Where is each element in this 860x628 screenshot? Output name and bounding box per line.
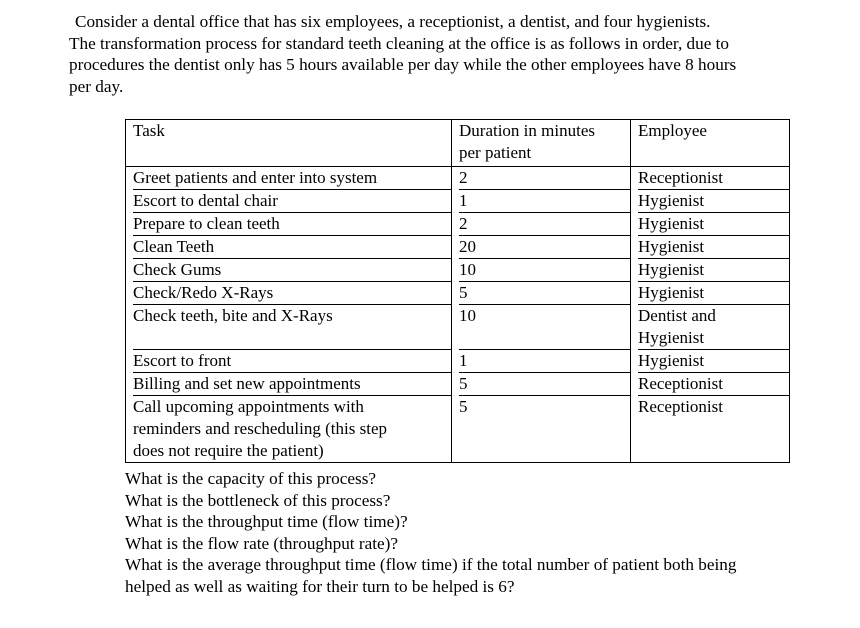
employee-cell: Hygienist (638, 213, 789, 236)
intro-line-1: Consider a dental office that has six employees, a receptionist, a dentist, and four hygienists. (75, 12, 711, 31)
question-item: What is the flow rate (throughput rate)? (125, 533, 398, 553)
duration-cell: 5 (459, 397, 468, 416)
intro-line-4: per day. (69, 76, 124, 96)
employee-cell: Hygienist (638, 236, 789, 259)
task-cell: Prepare to clean teeth (133, 213, 451, 236)
intro-line-2: The transformation process for standard teeth cleaning at the office is as follows in order, due to (69, 33, 730, 53)
header-task (126, 120, 452, 167)
question-item: What is the throughput time (flow time)? (125, 512, 408, 532)
duration-cell: 5 (459, 282, 630, 305)
task-cell: Escort to front (133, 350, 451, 373)
employee-cell: Receptionist (638, 373, 789, 396)
header-duration (452, 120, 631, 167)
duration-cell: 10 (459, 259, 630, 282)
duration-cell: 2 (459, 213, 630, 236)
duration-cell-spacer (459, 327, 630, 350)
header-employee-label: Employee (638, 121, 707, 140)
task-cell: Check teeth, bite and X-Rays (133, 306, 333, 325)
task-cell-cont: reminders and rescheduling (this step (133, 419, 387, 438)
duration-cell: 10 (459, 306, 476, 325)
question-item: What is the capacity of this process? (125, 469, 377, 488)
header-employee (631, 120, 790, 167)
table-body-row (126, 167, 790, 463)
task-cell: Check Gums (133, 259, 451, 282)
employee-cell: Hygienist (638, 350, 789, 373)
duration-cell: 20 (459, 236, 630, 259)
task-cell: Billing and set new appointments (133, 373, 451, 396)
question-item: What is the bottleneck of this process? (125, 490, 391, 510)
question-list (125, 468, 805, 598)
question-item: helped as well as waiting for their turn to be helped is 6? (125, 576, 515, 596)
employee-column (631, 167, 790, 463)
task-cell: Escort to dental chair (133, 190, 451, 213)
duration-cell: 1 (459, 350, 630, 373)
duration-cell: 1 (459, 190, 630, 213)
task-table (125, 119, 790, 463)
intro-line-3: procedures the dentist only has 5 hours available per day while the other employees have 8 hours (69, 55, 737, 75)
header-task-label: Task (133, 121, 165, 140)
duration-column (452, 167, 631, 463)
task-column (126, 167, 452, 463)
task-cell: Clean Teeth (133, 236, 451, 259)
task-cell: Greet patients and enter into system (133, 167, 451, 190)
task-cell: Check/Redo X-Rays (133, 282, 451, 305)
employee-cell: Receptionist (638, 397, 723, 416)
header-duration-line2: per patient (459, 143, 532, 162)
employee-cell-cont: Hygienist (638, 327, 789, 350)
duration-cell: 2 (459, 167, 630, 190)
task-cell: Call upcoming appointments with (133, 397, 364, 416)
task-cell-spacer (133, 327, 451, 350)
duration-cell: 5 (459, 373, 630, 396)
task-cell-cont: does not require the patient) (133, 441, 324, 460)
problem-statement (69, 11, 799, 97)
table-header-row (126, 120, 790, 167)
employee-cell: Hygienist (638, 282, 789, 305)
employee-cell: Hygienist (638, 190, 789, 213)
question-item: What is the average throughput time (flow time) if the total number of patient both being (125, 555, 737, 575)
header-duration-line1: Duration in minutes (459, 121, 595, 140)
employee-cell: Hygienist (638, 259, 789, 282)
employee-cell: Receptionist (638, 167, 789, 190)
employee-cell: Dentist and (638, 306, 716, 325)
